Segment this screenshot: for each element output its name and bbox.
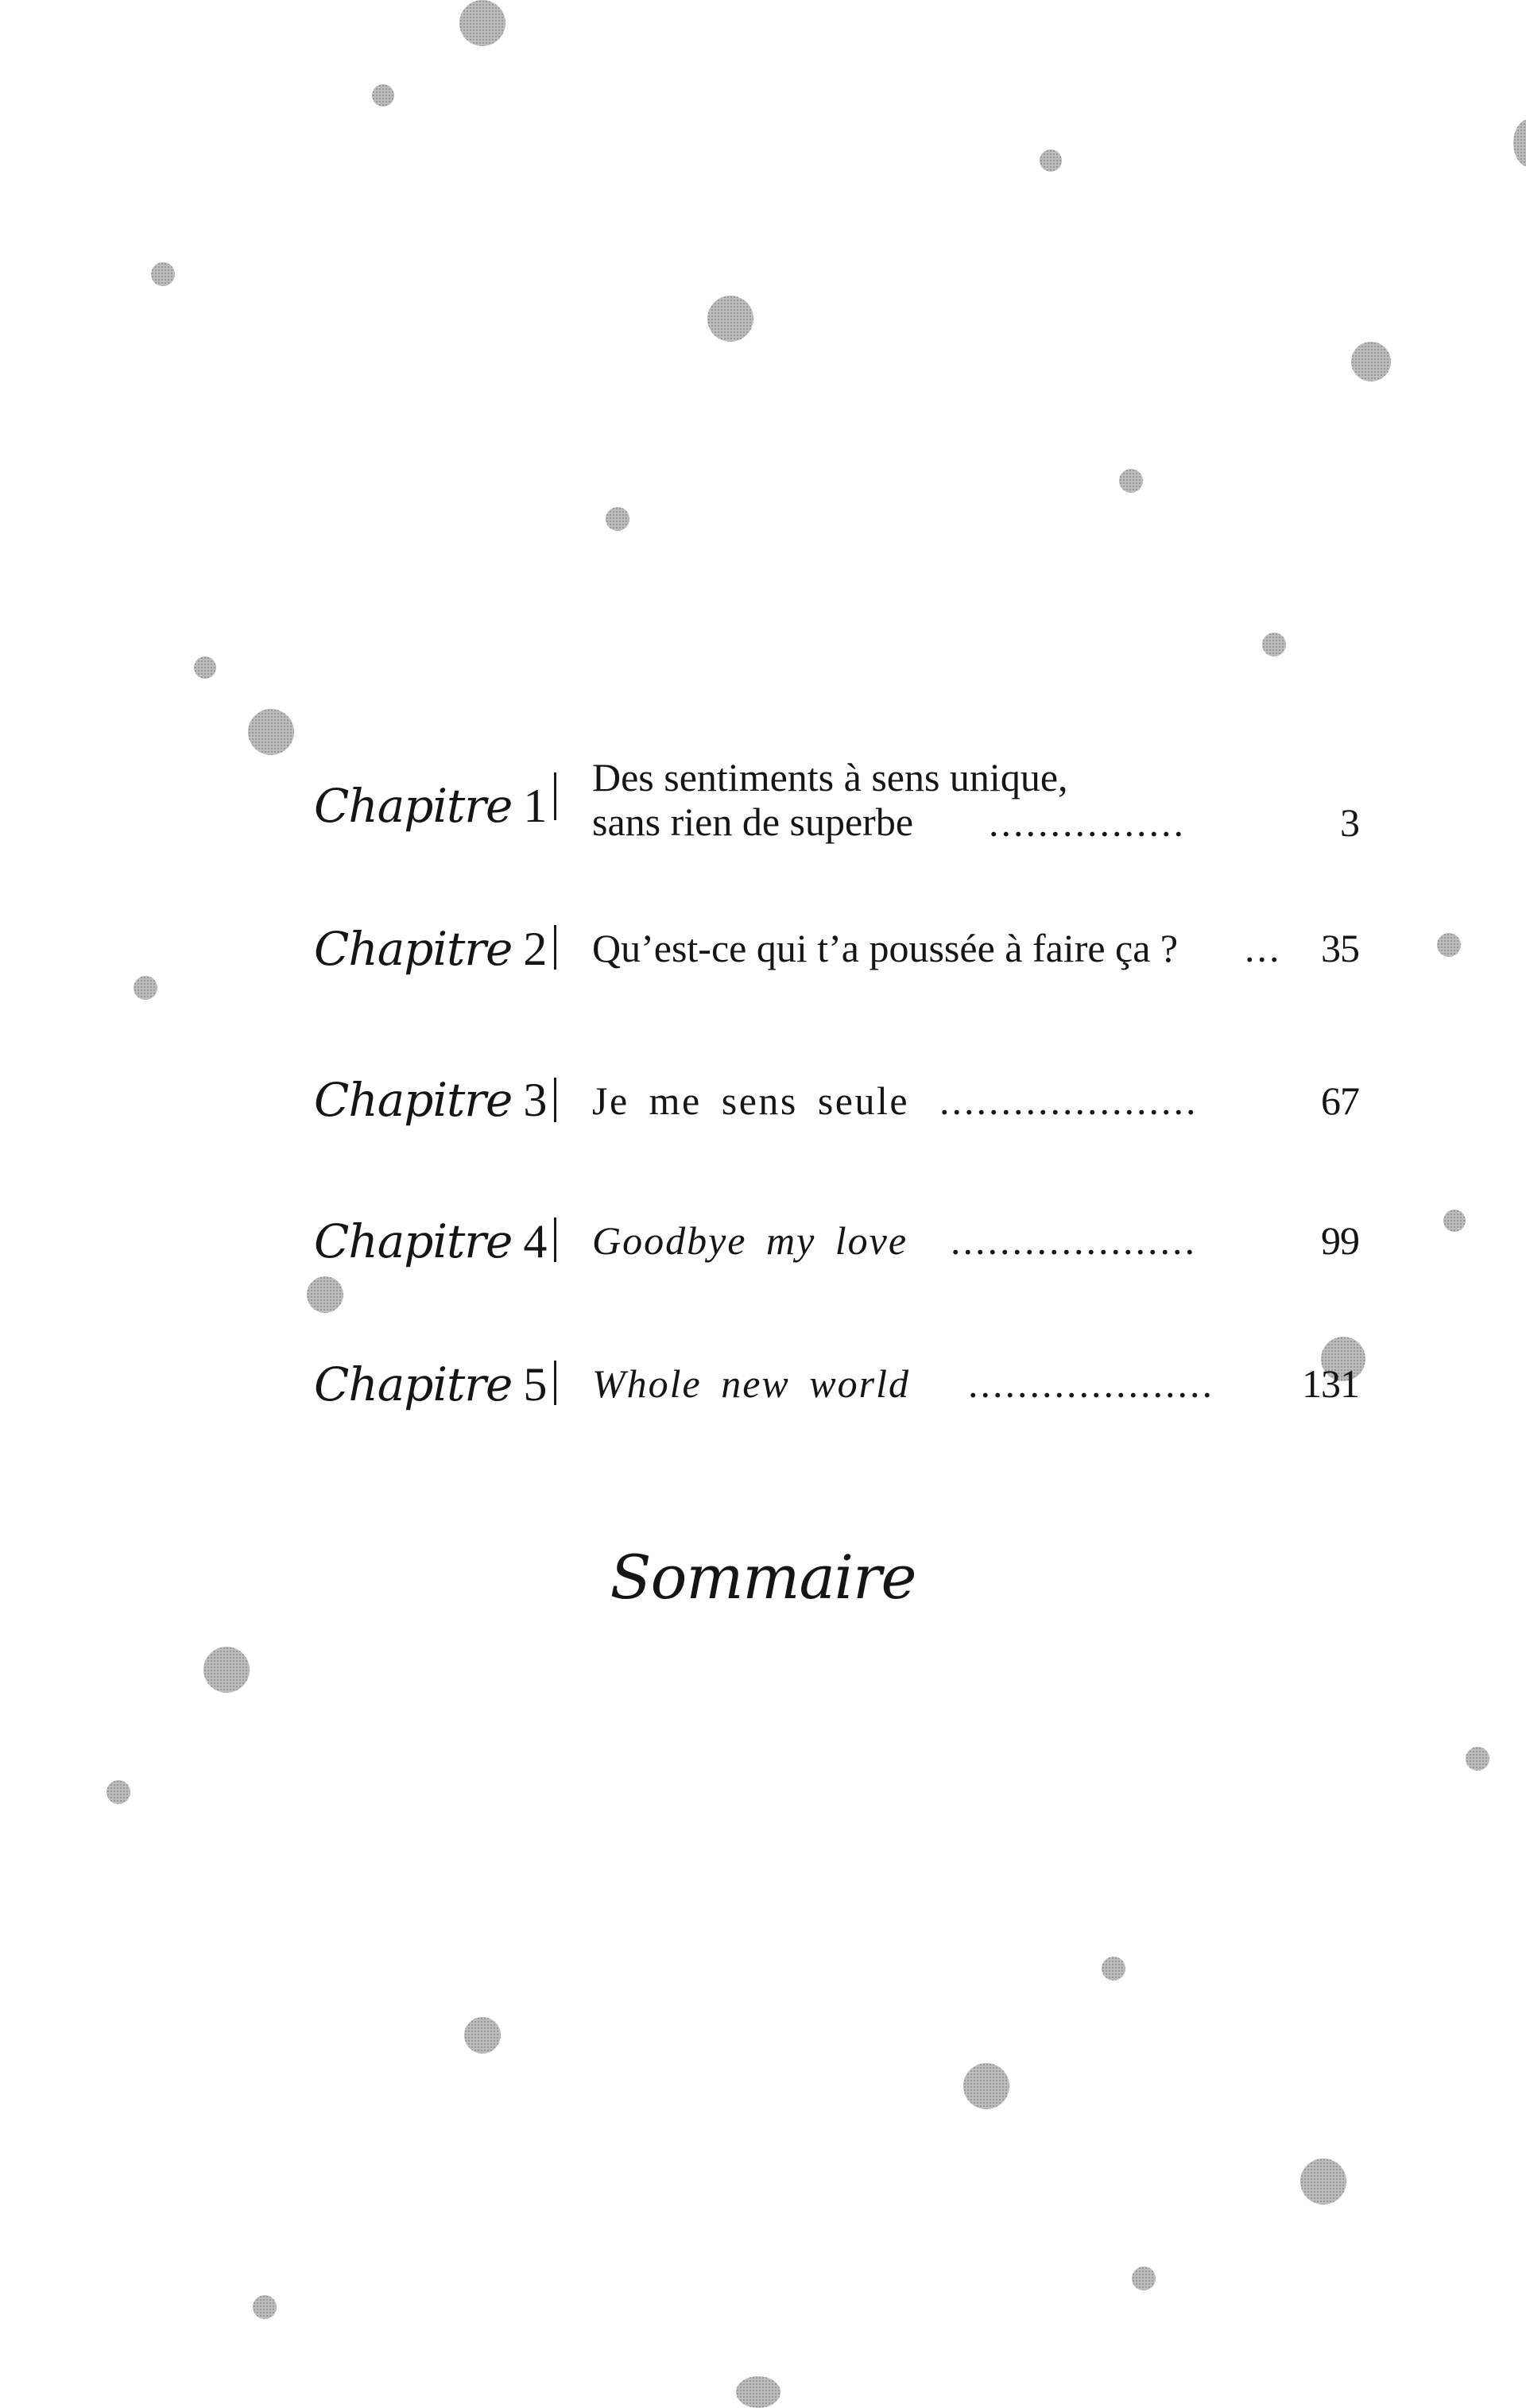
dot-decoration	[606, 507, 629, 531]
dot-decoration	[459, 0, 505, 46]
chapter-title: Whole new world	[592, 1361, 910, 1406]
toc-entry-chapter-3	[0, 1073, 1526, 1136]
dot-leader: ....................	[968, 1361, 1214, 1406]
chapter-word: Chapitre	[314, 1357, 513, 1411]
page-number: 99	[1321, 1218, 1359, 1263]
dot-decoration	[963, 2063, 1009, 2109]
page-number: 131	[1302, 1361, 1359, 1406]
dot-decoration	[107, 1780, 130, 1804]
chapter-number: 2	[523, 923, 548, 975]
chapter-title-line-1: Des sentiments à sens unique,	[592, 755, 1068, 799]
chapter-label	[314, 1073, 548, 1128]
chapter-label	[314, 922, 548, 977]
chapter-label	[314, 1214, 548, 1269]
dot-leader: ................	[989, 800, 1186, 845]
dot-decoration	[307, 1276, 343, 1313]
page-number: 35	[1321, 926, 1359, 970]
chapter-title: Qu’est-ce qui t’a poussée à faire ça ?	[592, 926, 1179, 970]
chapter-title: Je me sens seule	[592, 1078, 910, 1123]
separator-bar	[554, 925, 556, 970]
dot-leader: ....................	[951, 1218, 1197, 1263]
dot-decoration	[372, 84, 394, 106]
chapter-word: Chapitre	[314, 779, 513, 833]
dot-decoration	[253, 2295, 277, 2319]
dot-decoration	[151, 262, 175, 286]
chapter-number: 1	[523, 780, 548, 832]
dot-decoration	[203, 1647, 250, 1693]
dot-decoration	[1351, 342, 1391, 381]
dot-decoration	[1466, 1747, 1489, 1771]
page-number: 3	[1340, 800, 1359, 845]
separator-bar	[554, 772, 556, 820]
dot-decoration	[1102, 1957, 1125, 1980]
dot-decoration	[1119, 469, 1143, 493]
dot-decoration	[736, 2376, 780, 2408]
toc-entry-chapter-4	[0, 1214, 1526, 1278]
dot-decoration	[1300, 2158, 1346, 2205]
toc-entry-chapter-5	[0, 1357, 1526, 1421]
chapter-label	[314, 1357, 548, 1412]
dot-decoration	[1040, 149, 1062, 172]
toc-entry-chapter-2	[0, 922, 1526, 985]
dot-decoration	[1513, 119, 1526, 167]
dot-decoration	[1132, 2267, 1156, 2290]
chapter-number: 4	[523, 1215, 548, 1268]
dot-leader: .....................	[939, 1078, 1199, 1123]
dot-decoration	[194, 656, 216, 679]
dot-decoration	[464, 2017, 501, 2054]
chapter-number: 5	[523, 1358, 548, 1411]
chapter-title: Goodbye my love	[592, 1218, 908, 1263]
chapter-word: Chapitre	[314, 1214, 513, 1268]
dot-decoration	[1262, 633, 1286, 656]
separator-bar	[554, 1078, 556, 1122]
page-number: 67	[1321, 1078, 1359, 1123]
toc-entry-chapter-1	[0, 755, 1526, 850]
chapter-word: Chapitre	[314, 922, 513, 976]
chapter-label	[314, 779, 548, 834]
chapter-number: 3	[523, 1074, 548, 1126]
chapter-word: Chapitre	[314, 1073, 513, 1127]
page-title: Sommaire	[610, 1542, 916, 1612]
chapter-title-line-2: sans rien de superbe	[592, 799, 914, 844]
dot-decoration	[248, 709, 294, 755]
dot-leader: ...	[1245, 926, 1282, 970]
separator-bar	[554, 1361, 556, 1405]
dot-decoration	[707, 296, 753, 342]
separator-bar	[554, 1218, 556, 1262]
